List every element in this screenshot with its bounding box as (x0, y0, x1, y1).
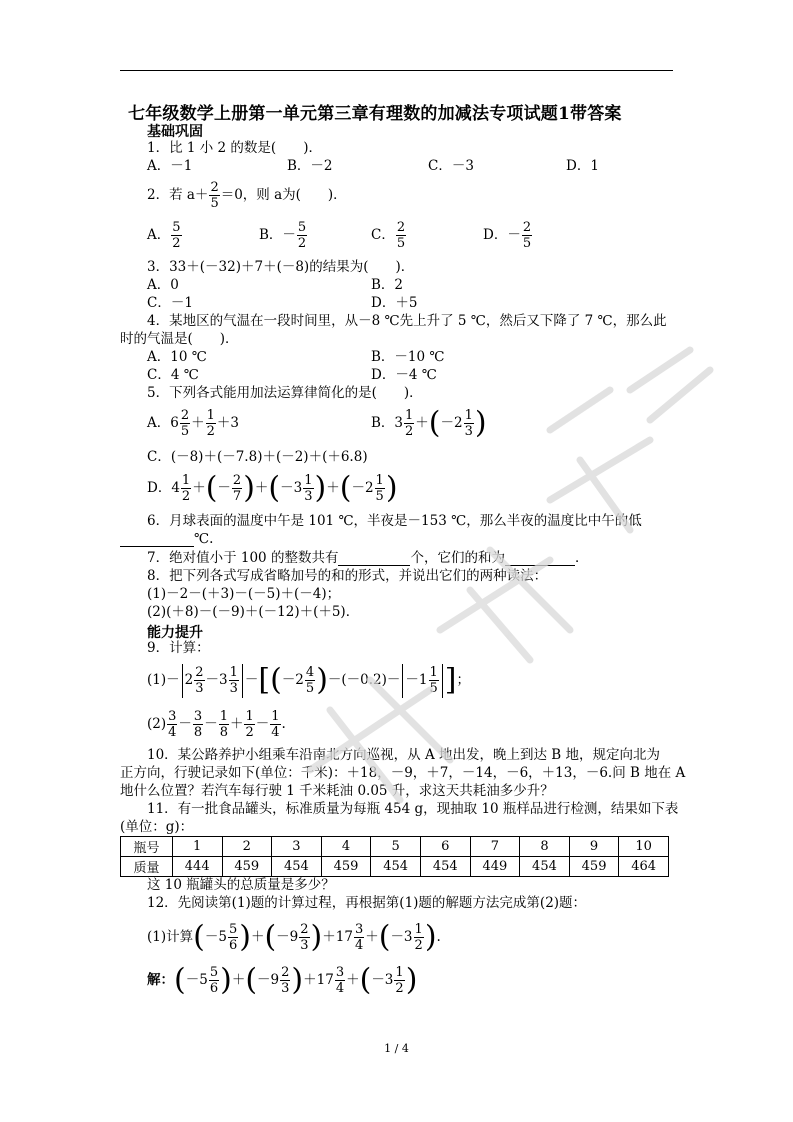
table-cell: 9 (569, 837, 619, 857)
q12-stem: 12．先阅读第(1)题的计算过程，再根据第(1)题的解题方法完成第(2)题： (147, 895, 587, 911)
table-cell: 454 (272, 857, 322, 877)
q4-opt-d: D．－4 ℃ (371, 367, 437, 383)
q2-stem: 2．若 a＋ $\frac{2}{5}$ ＝0，则 a为( )． (147, 180, 347, 211)
q7-sum-blank[interactable] (505, 565, 575, 566)
q10-line1: 10．某公路养护小组乘车沿南北方向巡视，从 A 地出发，晚上到达 B 地，规定向北为 (147, 747, 661, 763)
q2-opt-b: B．－ $\frac{5}{2}$ (259, 220, 307, 251)
q1-opt-a: A．－1 (147, 158, 193, 174)
q1-opt-b: B．－2 (287, 158, 333, 174)
q5-opt-d: D．4 $\frac{1}{2}$ ＋(－ $\frac{2}{7}$ )＋(－3 $\frac{1}{3}$ )＋(－2 $\frac{1}{5}$ ) (147, 470, 398, 506)
q4-opt-c: C．4 ℃ (147, 367, 199, 383)
table-row (121, 837, 669, 857)
q2-opt-a: A． $\frac{5}{2}$ (147, 220, 181, 251)
table-cell: 6 (420, 837, 470, 857)
q11-data-table (120, 836, 669, 877)
q1-opt-c: C．－3 (428, 158, 474, 174)
q3-opt-d: D．＋5 (371, 295, 418, 311)
table-cell: 8 (520, 837, 570, 857)
q5-opt-b: B．3 $\frac{1}{2}$ ＋(－2 $\frac{1}{3}$ ) (371, 405, 487, 441)
table-cell: 7 (470, 837, 520, 857)
q8-part1: (1)－2－(＋3)－(－5)＋(－4)； (147, 586, 341, 602)
q9-part1: (1)－ 2 $\frac{2}{3}$ －3 $\frac{1}{3}$ －[(－2 $\frac{4}{5}$ )－(－0.2)－ －1 $\frac{1}{5}$ ]； (147, 662, 471, 698)
table-cell: 459 (222, 857, 272, 877)
table-cell: 454 (371, 857, 421, 877)
table-cell: 464 (619, 857, 669, 877)
q5-opt-c: C．(－8)＋(－7.8)＋(－2)＋(＋6.8) (147, 449, 368, 465)
q3-opt-b: B．2 (371, 277, 404, 293)
q9-part2: (2) $\frac{3}{4}$ － $\frac{3}{8}$ － $\frac{1}{8}$ ＋ $\frac{1}{2}$ － $\frac{1}{4}$ . (147, 709, 286, 740)
table-row-header: 质量 (121, 857, 173, 877)
q5-opt-a: A．6 $\frac{2}{5}$ ＋ $\frac{1}{2}$ ＋3 (147, 408, 239, 439)
table-cell: 10 (619, 837, 669, 857)
q4-stem-line2: 时的气温是( )． (120, 331, 239, 347)
q2-opt-d: D．－ $\frac{2}{5}$ (483, 220, 532, 251)
q6-line2: ℃. (120, 531, 213, 547)
table-cell: 3 (272, 837, 322, 857)
q3-stem: 3．33＋(－32)＋7＋(－8)的结果为( )． (147, 259, 415, 275)
table-cell: 459 (569, 857, 619, 877)
q5-stem: 5．下列各式能用加法运算律简化的是( )． (147, 385, 423, 401)
header-rule (120, 70, 673, 71)
table-cell: 454 (520, 857, 570, 877)
section-advanced: 能力提升 (147, 625, 203, 641)
q6-line1: 6．月球表面的温度中午是 101 ℃，半夜是－153 ℃，那么半夜的温度比中午的低 (147, 513, 642, 529)
table-cell: 5 (371, 837, 421, 857)
q3-opt-a: A．0 (147, 277, 179, 293)
q7-count-blank[interactable] (338, 565, 410, 566)
q10-line3: 地什么位置？若汽车每行驶 1 千米耗油 0.05 升，求这天共耗油多少升？ (120, 783, 554, 799)
table-row-header: 瓶号 (121, 837, 173, 857)
q2-opt-c: C． $\frac{2}{5}$ (371, 220, 406, 251)
table-row (121, 857, 669, 877)
q6-answer-blank[interactable] (120, 546, 194, 547)
table-cell: 454 (420, 857, 470, 877)
q4-opt-a: A．10 ℃ (147, 349, 207, 365)
table-cell: 1 (172, 837, 222, 857)
table-cell: 449 (470, 857, 520, 877)
section-basic: 基础巩固 (147, 124, 203, 140)
q1-opt-d: D．1 (566, 158, 599, 174)
q4-opt-b: B．－10 ℃ (371, 349, 445, 365)
q11-line2: (单位：g)： (120, 819, 194, 835)
table-cell: 2 (222, 837, 272, 857)
q12-solution: 解：(－5 $\frac{5}{6}$ )＋(－9 $\frac{2}{3}$ )＋17 $\frac{3}{4}$ ＋(－3 $\frac{1}{2}$ ) (147, 962, 418, 998)
table-cell: 459 (321, 857, 371, 877)
q7-line: 7．绝对值小于 100 的整数共有 个，它们的和为 ． (147, 550, 589, 566)
q11-line1: 11．有一批食品罐头，标准质量为每瓶 454 g，现抽取 10 瓶样品进行检测，结果如下表 (147, 801, 679, 817)
q11-question: 这 10 瓶罐头的总质量是多少？ (147, 877, 335, 893)
page-number: 1 / 4 (384, 1042, 409, 1055)
q4-stem-line1: 4．某地区的气温在一段时间里，从－8 ℃先上升了 5 ℃，然后又下降了 7 ℃，那么此 (147, 313, 667, 329)
q9-stem: 9．计算： (147, 640, 210, 656)
q12-part1: (1)计算(－5 $\frac{5}{6}$ )＋(－9 $\frac{2}{3}$ )＋17 $\frac{3}{4}$ ＋(－3 $\frac{1}{2}$ ). (147, 919, 441, 955)
q10-line2: 正方向，行驶记录如下(单位：千米)：＋18，－9，＋7，－14，－6，＋13，－6.问 B 地在 A (120, 765, 686, 781)
q3-opt-c: C．－1 (147, 295, 193, 311)
table-cell: 4 (321, 837, 371, 857)
q8-stem: 8．把下列各式写成省略加号的和的形式，并说出它们的两种读法： (147, 568, 548, 584)
table-cell: 444 (172, 857, 222, 877)
q1-stem: 1．比 1 小 2 的数是( )． (147, 140, 322, 156)
q8-part2: (2)(＋8)－(－9)＋(－12)＋(＋5)． (147, 604, 360, 620)
page-title: 七年级数学上册第一单元第三章有理数的加减法专项试题1带答案 (128, 104, 622, 124)
